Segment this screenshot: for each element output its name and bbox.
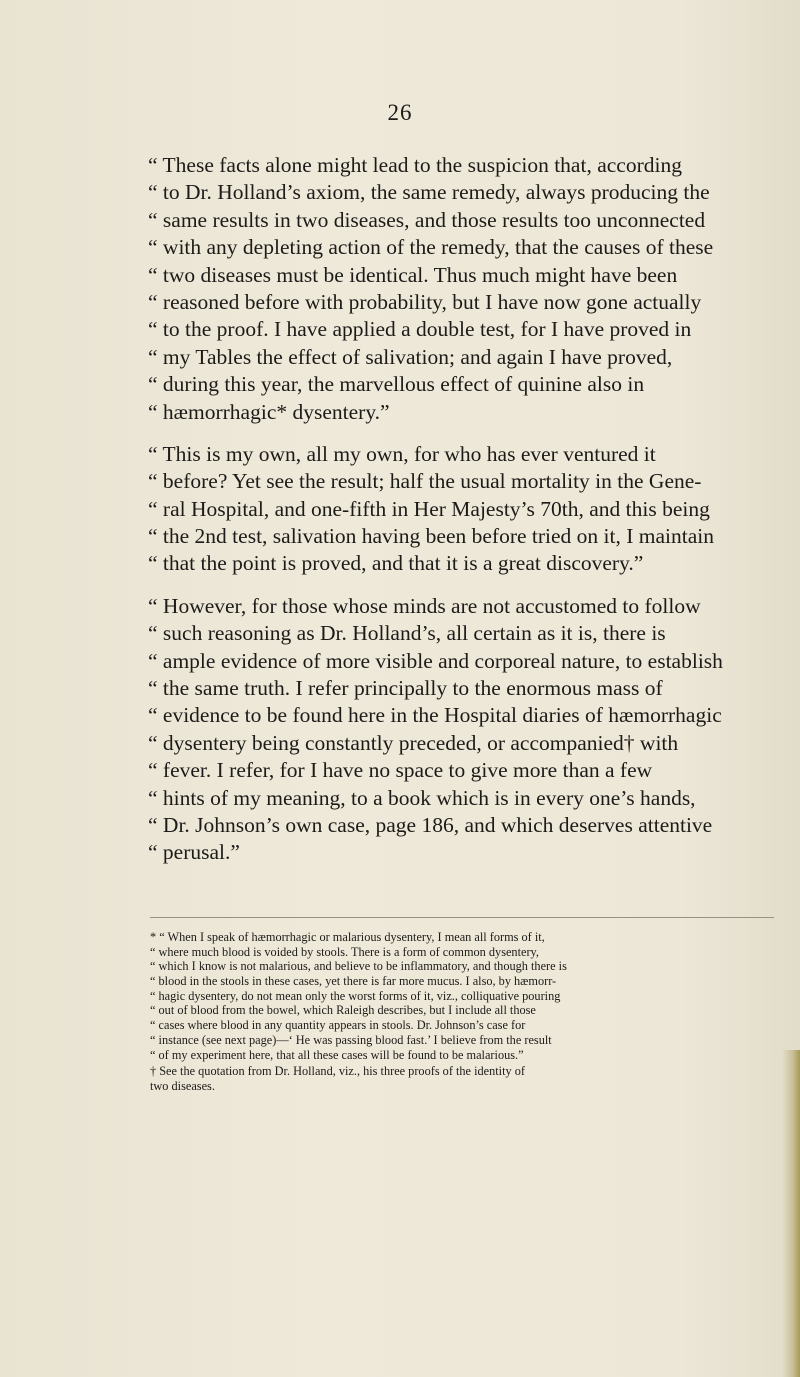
footnote-line: “ out of blood from the bowel, which Raleigh describes, but I include all those — [150, 1003, 536, 1018]
text-line: “ with any depleting action of the remedy, that the causes of these — [148, 235, 714, 260]
text-line: “ dysentery being constantly preceded, or accompanied† with — [148, 730, 679, 755]
footnote-line: two diseases. — [150, 1078, 215, 1093]
text-line: “ hæmorrhagic* dysentery.” — [148, 399, 390, 424]
footnote-line: † See the quotation from Dr. Holland, viz., his three proofs of the identity of — [150, 1064, 525, 1079]
page-edge-shadow — [782, 1050, 800, 1377]
footnote — [150, 930, 778, 1062]
main-text — [148, 152, 776, 867]
text-line: “ fever. I refer, for I have no space to give more than a few — [148, 758, 653, 783]
text-line: “ to the proof. I have applied a double test, for I have proved in — [148, 317, 692, 342]
footnote-line: “ hagic dysentery, do not mean only the worst forms of it, viz., colliquative pouring — [150, 988, 561, 1003]
paragraph — [148, 152, 776, 426]
footnote-line: “ blood in the stools in these cases, yet there is far more mucus. I also, by hæmorr- — [150, 974, 557, 989]
text-line: “ perusal.” — [148, 840, 240, 865]
text-line: “ Dr. Johnson’s own case, page 186, and which deserves attentive — [148, 812, 713, 837]
text-line: “ my Tables the effect of salivation; and again I have proved, — [148, 344, 673, 369]
footnote-line: “ instance (see next page)—‘ He was passing blood fast.’ I believe from the result — [150, 1032, 552, 1047]
footnote — [150, 1064, 778, 1093]
footnote-line: “ of my experiment here, that all these cases will be found to be malarious.” — [150, 1047, 524, 1062]
text-line: “ the same truth. I refer principally to the enormous mass of — [148, 676, 663, 701]
text-line: “ ample evidence of more visible and corporeal nature, to establish — [148, 648, 723, 673]
text-line: “ ral Hospital, and one-fifth in Her Majesty’s 70th, and this being — [148, 496, 710, 521]
text-line: “ same results in two diseases, and those results too unconnected — [148, 207, 706, 232]
text-line: “ to Dr. Holland’s axiom, the same remedy, always producing the — [148, 180, 710, 205]
footnotes — [150, 930, 778, 1094]
footnote-line: “ where much blood is voided by stools. There is a form of common dysentery, — [150, 944, 539, 959]
page-number: 26 — [387, 100, 413, 125]
text-line: “ before? Yet see the result; half the usual mortality in the Gene- — [148, 469, 702, 494]
text-line: “ hints of my meaning, to a book which is in every one’s hands, — [148, 785, 696, 810]
text-line: “ such reasoning as Dr. Holland’s, all certain as it is, there is — [148, 621, 666, 646]
footnote-line: “ cases where blood in any quantity appears in stools. Dr. Johnson’s case for — [150, 1018, 526, 1033]
text-line: “ These facts alone might lead to the suspicion that, according — [148, 153, 682, 177]
text-line: “ during this year, the marvellous effect of quinine also in — [148, 372, 645, 397]
text-line: “ However, for those whose minds are not accustomed to follow — [148, 593, 701, 618]
text-line: “ This is my own, all my own, for who has ever ventured it — [148, 441, 656, 466]
footnote-line: * “ When I speak of hæmorrhagic or malarious dysentery, I mean all forms of it, — [150, 930, 545, 944]
paragraph — [148, 441, 776, 578]
paragraph — [148, 593, 776, 867]
text-line: “ the 2nd test, salivation having been before tried on it, I maintain — [148, 524, 715, 549]
footnote-line: “ which I know is not malarious, and believe to be inflammatory, and though there is — [150, 959, 567, 974]
text-line: “ that the point is proved, and that it is a great discovery.” — [148, 551, 644, 576]
text-line: “ evidence to be found here in the Hospital diaries of hæmorrhagic — [148, 703, 722, 728]
text-line: “ reasoned before with probability, but I have now gone actually — [148, 289, 702, 314]
footnote-divider — [150, 917, 774, 918]
text-line: “ two diseases must be identical. Thus much might have been — [148, 262, 678, 287]
